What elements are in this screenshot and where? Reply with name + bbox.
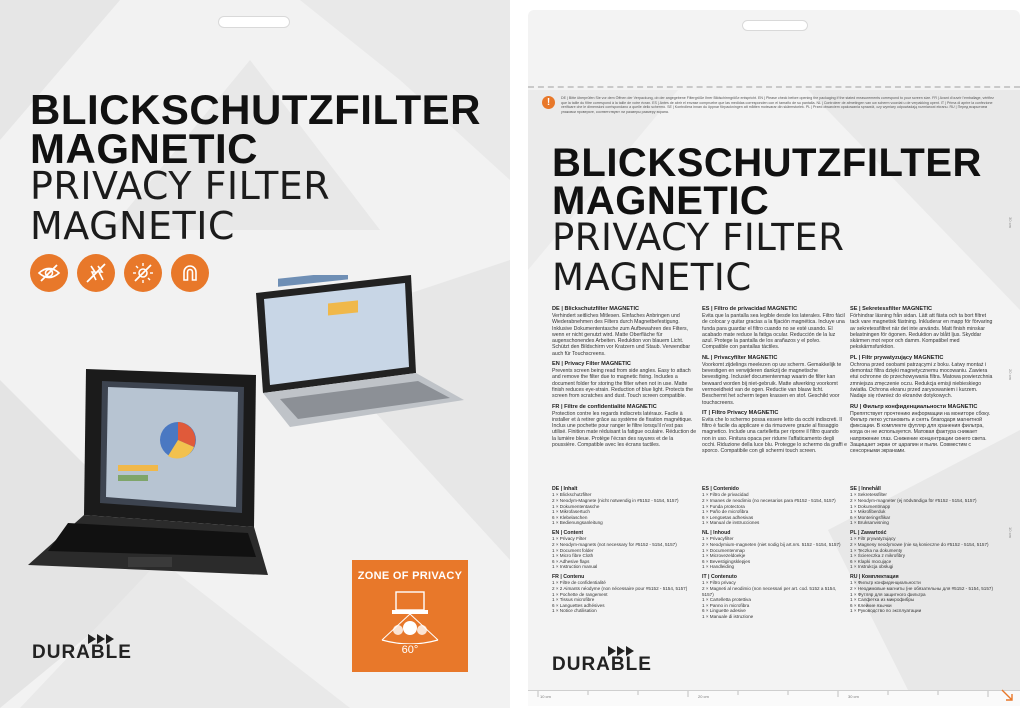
contents-line: 1 × Manuale di istruzione bbox=[702, 613, 754, 619]
description-heading: FR | Filtre de confidentialité MAGNETIC bbox=[552, 403, 657, 410]
contents-line: 1 × Privacyfilter bbox=[702, 536, 734, 542]
description-body: Evita que la pantalla sea legible desde los laterales. Filtro fácil de colocar y quitar gracias a la fijación magnética. Incluye una funda para guardar el filtro cuando no se esté usando. El acabado mate reduce la fatiga ocular. Reducción de la luz azul. Protege la pantalla de los arañazos y el polvo. Compatible con pantallas táctiles. bbox=[702, 313, 845, 351]
description-body: Prevents screen being read from side angles. Easy to attach and remove the filter due to magnetic fixing. Includes a document folder for storing the filter when not in use. Matte finish reduces eye-strain. Reduction of blue light. Protects the screen from scratches and dust. Touch screen compatible. bbox=[552, 368, 694, 400]
contents-line: 1 × Teczka na dokumenty bbox=[850, 547, 903, 553]
contents-heading: NL | Inhoud bbox=[702, 529, 731, 536]
description-body: Protection contre les regards indiscrets latéraux. Facile à installer et à retirer grâce au système de fixation magnétique. Inclus une pochette pour ranger le filtre lorsqu'il n'est pas utilisé. Finition mate réduisant la fatigue oculaire. Réduction de la lumière bleue. Protège l'écran des rayures et de la poussière. Compatible avec les écrans tactiles. bbox=[552, 410, 697, 449]
description-heading: EN | Privacy Filter MAGNETIC bbox=[552, 361, 631, 368]
contents-line: 2 × Neodym-magnets (not necessary for #5152 - 5154, 5157) bbox=[552, 541, 677, 547]
description-nl bbox=[702, 355, 847, 406]
brand-chevrons-icon bbox=[88, 634, 118, 644]
contents-en bbox=[552, 530, 697, 570]
description-it bbox=[702, 410, 847, 455]
contents-line: 1 × Instruction manual bbox=[552, 564, 598, 570]
contents-line: 6 × Monteringsflikar bbox=[850, 514, 891, 520]
contents-line: 1 × Filtro privacy bbox=[702, 580, 736, 586]
description-de bbox=[552, 306, 697, 357]
zone-title: ZONE OF PRIVACY bbox=[357, 570, 463, 582]
description-fr bbox=[552, 404, 697, 449]
contents-heading: SE | Innehåll bbox=[850, 486, 881, 492]
contents-heading: FR | Contenu bbox=[552, 573, 585, 580]
laptop-back bbox=[256, 275, 464, 427]
contents-line: 6 × Adhesive flaps bbox=[552, 558, 590, 564]
brand-logo bbox=[32, 642, 132, 664]
description-body: Препятствует прочтению информации на мониторе сбоку. Фильтр легко установить и снять благодаря магнитной фиксации. В комплекте футляр для хранения фильтра, когда он не используется. Матовая фактура снижает напряжение глаз. Снижение концентрации синего света. Защищает экран от царапин и пыли. Совместим с сенсорными экранами. bbox=[850, 410, 991, 455]
title-en-line2: MAGNETIC bbox=[552, 256, 752, 299]
contents-line: 1 × Micro fibre Cloth bbox=[552, 553, 594, 559]
contents-line: 1 × Filtro de privacidad bbox=[702, 492, 749, 498]
contents-line: 1 × Funda protectora bbox=[702, 503, 745, 509]
contents-line: 1 × Bruksanvisning bbox=[850, 520, 889, 526]
description-body: Verhindert seitliches Mitlesen. Einfaches Anbringen und Wiederabnehmen des Filters durch Magnetbefestigung. Inklusive Dokumententasche zum Aufbewahren des Filters, wenn er nicht genutzt wird. Matte Oberfläche für augenschonendes Arbeiten. Reduktion von blauem Licht. Schützt den Bildschirm vor Kratzern und Staub. Verwendbar auch für Touchscreens. bbox=[552, 313, 691, 357]
title-de-line2: MAGNETIC bbox=[552, 179, 770, 223]
contents-line: 1 × Руководство по эксплуатации bbox=[850, 608, 922, 614]
description-body: Ochrona przed osobami patrzącymi z boku. Łatwy montaż i demontaż filtra dzięki magnetycznemu mocowaniu. Zawiera etui ochronne do przechowywania filtra. Matowa powierzchnia zmniejsza zmęczenie oczu. Redukcja emisji niebieskiego światła. Ochrona ekranu przed zarysowaniem i kurzem. Nadaje się również do ekranów dotykowych. bbox=[850, 361, 993, 400]
description-se bbox=[850, 306, 995, 351]
brand-name: DURABLE bbox=[32, 642, 132, 663]
ruler-strip bbox=[528, 690, 1020, 706]
contents-column-3 bbox=[850, 486, 995, 618]
contents-heading: PL | Zawartość bbox=[850, 529, 887, 536]
brand-name: DURABLE bbox=[552, 654, 652, 675]
package-front bbox=[0, 0, 510, 708]
contents-line: 2 × Neodymium-magneten (niet nodig bij art.nrs. 5152 - 5154, 5157) bbox=[702, 541, 841, 547]
contents-line: 6 × Klapki mocujące bbox=[850, 558, 892, 564]
contents-line: 6 × Bevestigingsklepjes bbox=[702, 558, 751, 564]
description-heading: IT | Filtro Privacy MAGNETIC bbox=[702, 409, 779, 416]
title-en-line1: PRIVACY FILTER bbox=[552, 216, 845, 259]
title-en-line2: MAGNETIC bbox=[30, 204, 235, 248]
hanger-hole bbox=[218, 16, 290, 28]
description-body: Förhindrar läsning från sidan. Lätt att fästa och ta bort filtret tack vare magnetisk fästning. Inkluderar en mapp för förvaring av sekretessfiltret när det inte används. Matt finish minskar belastningen för ögonen. Reduktion av blått ljus. Skyddar skärmen mot repor och damm. Kompatibel med pekskärmsfunktion. bbox=[850, 313, 993, 351]
contents-column-2 bbox=[702, 486, 847, 624]
ruler-label: 20 cm bbox=[698, 694, 709, 699]
contents-ru bbox=[850, 574, 995, 614]
contents-line: 1 × Privacy Filter bbox=[552, 536, 587, 542]
contents-line: 1 × Mikrofiberduk bbox=[850, 509, 886, 515]
description-pl bbox=[850, 355, 995, 400]
contents-line: 1 × Bedienungsanleitung bbox=[552, 520, 603, 526]
contents-se bbox=[850, 486, 995, 526]
description-body: Voorkomt zijdelings meelezen op uw scherm. Gemakkelijk te bevestigen en verwijderen dankzij de magnetische bevestiging. Inclusief documentenmap waarin de filter kan bewaard worden bij niet-gebruik. Matte afwerking voorkomt vermoeidheid van de ogen. Reductie van blauw licht. Beschermt het scherm tegen krassen en stof. Geschikt voor touchscreens. bbox=[702, 361, 842, 406]
contents-heading: ES | Contenido bbox=[702, 486, 739, 492]
description-heading: RU | Фильтр конфиденциальности MAGNETIC bbox=[850, 403, 978, 410]
contents-line: 2 × Neodym-Magnete (nicht notwendig in #5152 - 5154, 5157) bbox=[552, 498, 679, 503]
contents-it bbox=[702, 574, 847, 620]
description-es bbox=[702, 306, 847, 351]
contents-line: 1 × Blickschutzfilter bbox=[552, 492, 592, 498]
contents-line: 1 × Microvezeldoekje bbox=[702, 553, 746, 559]
contents-heading: RU | Комплектация bbox=[850, 573, 899, 580]
contents-line: 6 × Lengüetas adhesivas bbox=[702, 514, 754, 520]
contents-line: 1 × Dokumentmapp bbox=[850, 503, 891, 509]
contents-heading: DE | Inhalt bbox=[552, 486, 578, 492]
description-column-2 bbox=[702, 306, 847, 459]
contents-line: 2 × Imanes de neodimio (no necesarios para #5152 - 5154, 5157) bbox=[702, 498, 836, 503]
contents-line: 6 × Linguette adesive bbox=[702, 608, 746, 614]
corner-arrow-icon bbox=[1000, 688, 1014, 702]
side-ruler-label: 30 cm bbox=[1008, 217, 1014, 228]
contents-line: 6 × Klebelaschen bbox=[552, 514, 588, 520]
contents-line: 2 × Magneti al neodimio (non necessari per art. cod. 5152 a 5154, 5157) bbox=[702, 585, 837, 597]
ruler-ticks bbox=[528, 691, 1020, 706]
contents-line: 1 × Document folder bbox=[552, 547, 594, 553]
description-body: Evita che lo schermo possa essere letto da occhi indiscreti. Il filtro è facile da applicare e da rimuovere grazie al fissaggio magnetico. Include una cartelletta per riporre il filtro quando non in uso. Finitura opaca per ridurre l'affaticamento degli occhi. Riduzione della luce blu. Protegge lo schermo da graffi e sporco. Compatibile con gli schermi touch screen. bbox=[702, 416, 847, 455]
description-ru bbox=[850, 404, 995, 455]
description-column-3 bbox=[850, 306, 995, 459]
zone-angle: 60° bbox=[401, 644, 419, 656]
contents-line: 1 × Cartelletta protettiva bbox=[702, 597, 751, 603]
laptops-illustration bbox=[28, 275, 498, 595]
title-en-line1: PRIVACY FILTER bbox=[30, 164, 331, 208]
laptop-front bbox=[28, 369, 268, 575]
description-heading: DE | Blickschutzfilter MAGNETIC bbox=[552, 306, 640, 312]
contents-line: 1 × Салфетка из микрофибры bbox=[850, 597, 915, 603]
contents-line: 1 × Instrukcja obsługi bbox=[850, 564, 894, 570]
contents-nl bbox=[702, 530, 847, 570]
hanger-hole bbox=[742, 20, 808, 31]
description-heading: NL | Privacyfilter MAGNETIC bbox=[702, 354, 778, 361]
contents-de bbox=[552, 486, 697, 526]
contents-line: 1 × Pochette de rangement bbox=[552, 591, 608, 597]
contents-fr bbox=[552, 574, 697, 614]
contents-line: 1 × Фильтр конфиденциальности bbox=[850, 580, 921, 586]
contents-line: 1 × Sekretessfilter bbox=[850, 492, 887, 498]
brand-logo bbox=[552, 654, 652, 676]
side-ruler-label: 10 cm bbox=[1008, 527, 1014, 538]
contents-column-1 bbox=[552, 486, 697, 618]
contents-line: 1 × Documentenmap bbox=[702, 547, 745, 553]
description-heading: PL | Filtr prywatyzujący MAGNETIC bbox=[850, 354, 944, 361]
privacy-zone-icon bbox=[368, 586, 452, 644]
contents-line: 1 × Tissus microfibre bbox=[552, 597, 595, 603]
contents-line: 1 × Manual de instrucciones bbox=[702, 520, 760, 526]
title-de-line2: MAGNETIC bbox=[30, 125, 258, 172]
contents-line: 2 × Magnesy neodymowe (nie są konieczne do #5152 - 5154, 5157) bbox=[850, 541, 989, 547]
zone-of-privacy-badge bbox=[352, 560, 468, 672]
description-column-1 bbox=[552, 306, 697, 452]
contents-line: 6 × Клейкие язычки bbox=[850, 602, 892, 608]
contents-line: 1 × Handleiding bbox=[702, 564, 735, 570]
contents-line: 2 × 2 Aimants néodyme (non nécessaire pour #5152 - 5154, 5157) bbox=[552, 585, 688, 591]
ruler-label: 30 cm bbox=[848, 694, 859, 699]
warning-text: DE | Bitte überprüfen Sie vor dem Öffnen der Verpackung, ob der angegebene Filtergröße Ihrer Bildschirmgröße entspricht. EN | Please check before opening the packaging if the stated measurements correspond to your screen size. FR | Avant d'ouvrir l'emballage, vérifiez que la taille du filtre correspond à la taille de votre écran. ES | Antes de abrir el envase compruebe que las medidas corresponden con el tamaño de su pantalla. NL | Controleer de afmetingen van uw scherm voordat u de verpakking opent. IT | Prima di aprire la confezione verificare che le dimensioni corrispondano a quelle dello schermo. SE | Kontrollera innan du öppnar förpackningen att måtten motsvarar din skärmstorlek. PL | Przed otwarciem opakowania sprawdź, czy wymiary odpowiadają rozmiarowi ekranu. RU | Перед вскрытием упаковки проверьте, соответствуют ли размеры размеру экрана. bbox=[561, 96, 994, 114]
contents-line: 1 × Paño de microfibra bbox=[702, 509, 749, 515]
description-heading: ES | Filtro de privacidad MAGNETIC bbox=[702, 306, 798, 312]
package-back bbox=[528, 10, 1020, 706]
title-de-line1: BLICKSCHUTZFILTER bbox=[552, 141, 982, 185]
contents-line: 1 × Filtr prywatyzujący bbox=[850, 536, 896, 542]
contents-line: 1 × Футляр для защитного фильтра bbox=[850, 591, 926, 597]
contents-line: 6 × Languettes adhésives bbox=[552, 602, 605, 608]
warning-icon: ! bbox=[542, 96, 555, 109]
contents-line: 1 × Dokumententasche bbox=[552, 503, 600, 509]
contents-heading: IT | Contenuto bbox=[702, 573, 737, 580]
side-ruler-label: 20 cm bbox=[1008, 369, 1014, 380]
contents-line: 1 × Mikrofasertuch bbox=[552, 509, 590, 515]
contents-pl bbox=[850, 530, 995, 570]
ruler-label: 10 cm bbox=[540, 694, 551, 699]
contents-line: 2 × Neodym-magneter (ej nödvändiga för #5152 - 5154, 5157) bbox=[850, 498, 977, 503]
title-de-line1: BLICKSCHUTZFILTER bbox=[30, 86, 481, 133]
contents-heading: EN | Content bbox=[552, 529, 584, 536]
contents-line: 1 × Panno in microfibra bbox=[702, 602, 750, 608]
contents-line: 2 × Неодимовые магниты (не обязательны для #5152 - 5154, 5157) bbox=[850, 585, 993, 591]
contents-line: 1 × Notice d'utilisation bbox=[552, 608, 597, 614]
perforation-line bbox=[528, 86, 1020, 88]
contents-line: 1 × Filtre de confidentialité bbox=[552, 580, 606, 586]
contents-line: 1 × Ściereczka z mikrofibry bbox=[850, 553, 906, 559]
description-heading: SE | Sekretessfilter MAGNETIC bbox=[850, 306, 933, 312]
brand-chevrons-icon bbox=[608, 646, 638, 656]
warning-notice bbox=[542, 96, 998, 114]
description-en bbox=[552, 361, 697, 399]
contents-es bbox=[702, 486, 847, 526]
